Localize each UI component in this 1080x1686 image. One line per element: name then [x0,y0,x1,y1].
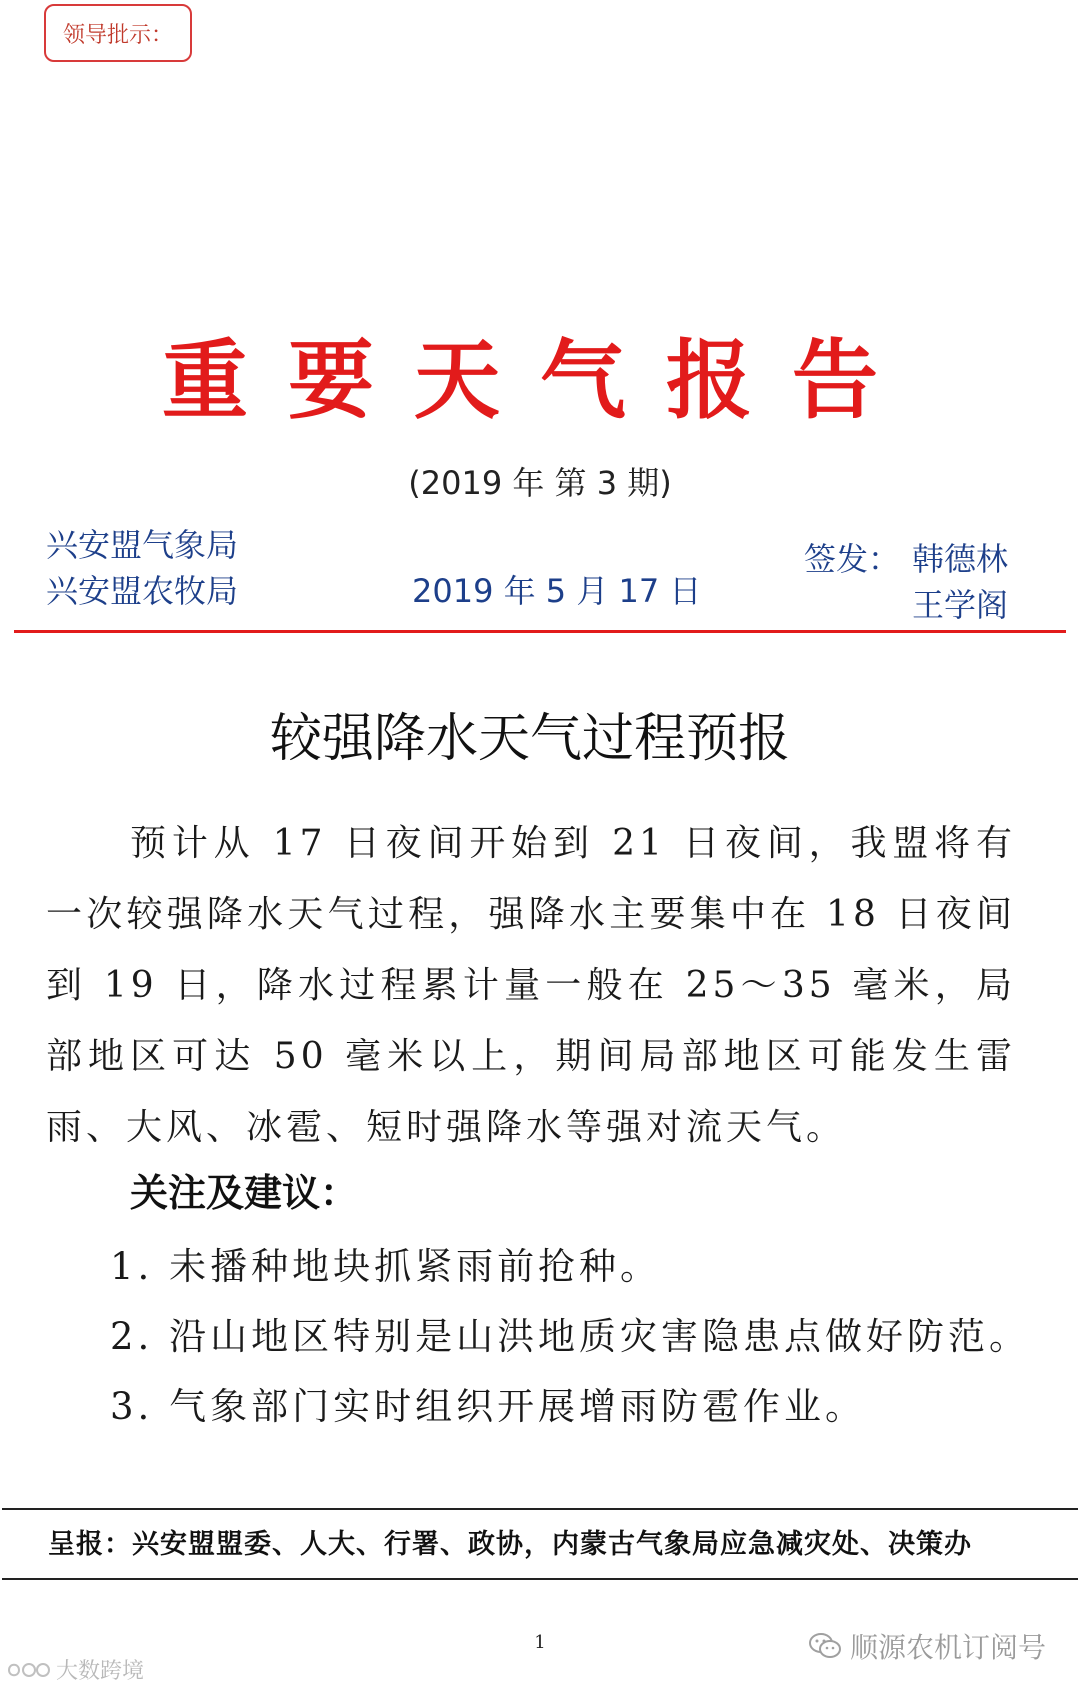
wechat-icon [808,1632,842,1660]
issue-date: 2019 年 5 月 17 日 [412,572,702,610]
header-divider [14,630,1066,633]
stamp-label: 领导批示： [62,22,173,48]
suggestions-heading: 关注及建议： [130,1171,359,1215]
issue-number: (2019 年 第 3 期) [408,464,672,502]
issuing-org-agriculture: 兴安盟农牧局 [46,572,239,610]
forecast-body-paragraph: 预计从 17 日夜间开始到 21 日夜间，我盟将有一次较强降水天气过程，强降水主要集中在 18 日夜间到 19 日，降水过程累计量一般在 25～35 毫米，局部地区可达 50 毫米以上，期间局部地区可能发生雷雨、大风、冰雹、短时强降水等强对流天气。 [46,823,1016,1148]
wechat-watermark [808,1626,1046,1666]
suggestion-item: 1. 未播种地块抓紧雨前抢种。 [110,1245,662,1288]
leader-approval-stamp [44,4,192,62]
signer-label: 签发： [804,540,901,578]
signer-name-2: 王学阁 [912,586,1009,624]
signer-name-1: 韩德林 [912,540,1009,578]
suggestion-item: 2. 沿山地区特别是山洪地质灾害隐患点做好防范。 [110,1315,1031,1358]
site-watermark [6,1654,144,1685]
report-title: 重要天气报告 [162,331,918,431]
submit-to-line: 呈报：兴安盟盟委、人大、行署、政协，内蒙古气象局应急减灾处、决策办 [48,1529,972,1560]
footer-top-rule [2,1508,1078,1510]
issuing-org-meteorology: 兴安盟气象局 [46,526,239,564]
suggestion-item: 3. 气象部门实时组织开展增雨防雹作业。 [110,1385,867,1428]
wechat-account-name: 顺源农机订阅号 [850,1631,1047,1664]
document-heading: 较强降水天气过程预报 [269,709,790,769]
site-watermark-text: 大数跨境 [56,1659,145,1684]
footer-bottom-rule [2,1578,1078,1580]
page-number: 1 [534,1632,546,1653]
site-logo-icon [6,1658,52,1682]
